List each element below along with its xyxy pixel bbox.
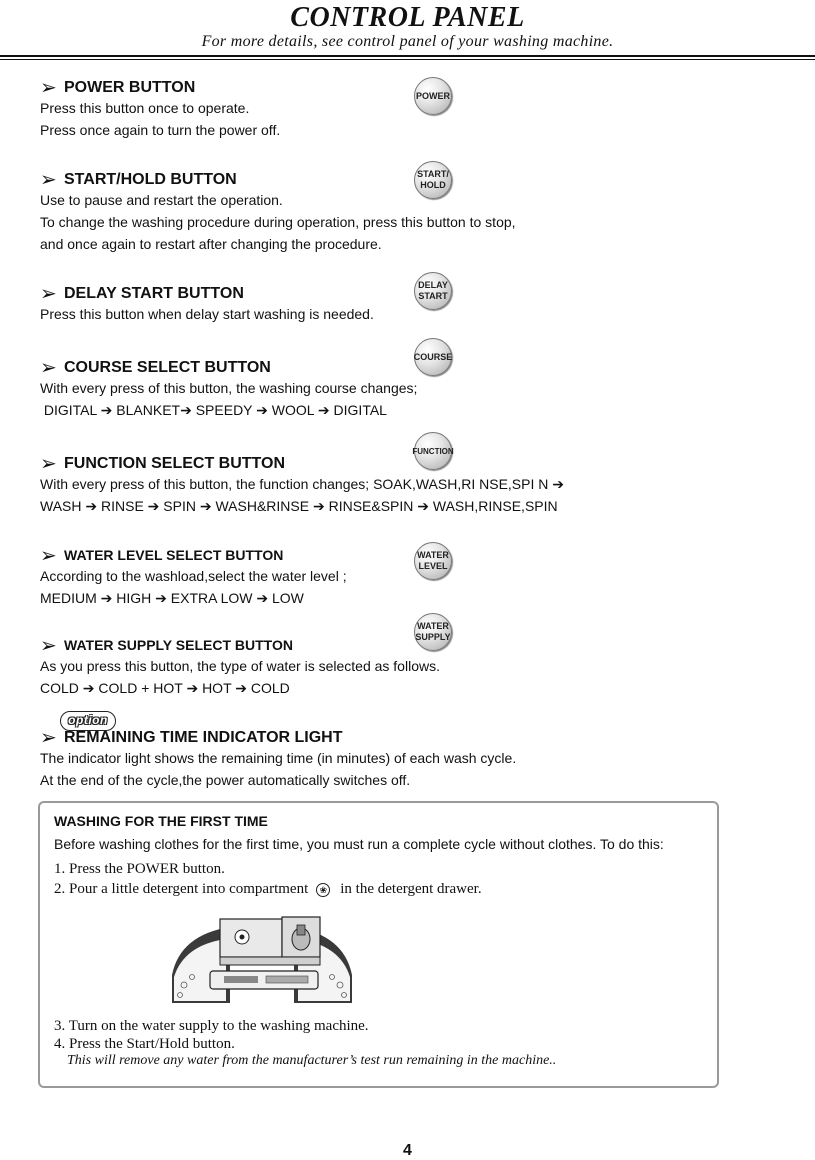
page-number: 4 <box>403 1142 412 1159</box>
delay-start-section <box>40 285 740 325</box>
arrowhead-icon: ➢ <box>40 727 57 749</box>
step-4: 4. Press the Start/Hold button. <box>54 1036 235 1052</box>
button-label: FUNCTION <box>412 446 454 456</box>
start-hold-section <box>40 171 740 255</box>
function-select-section <box>40 455 740 517</box>
step-3: 3. Turn on the water supply to the washing machine. <box>54 1018 369 1034</box>
water-level-section <box>40 546 740 609</box>
remaining-time-section <box>40 729 740 791</box>
button-label-line: WATER <box>417 621 449 631</box>
panel-intro: Before washing clothes for the first time, you must run a complete cycle without clothes. To do this: <box>54 836 664 852</box>
arrowhead-icon: ➢ <box>40 453 57 475</box>
arrowhead-icon: ➢ <box>40 635 57 657</box>
arrowhead-icon: ➢ <box>40 545 57 567</box>
section-text: Press once again to turn the power off. <box>40 122 281 138</box>
button-label: POWER <box>415 90 450 101</box>
section-heading: REMAINING TIME INDICATOR LIGHT <box>64 729 343 746</box>
section-text: WASH ➔ RINSE ➔ SPIN ➔ WASH&RINSE ➔ RINSE&SPIN ➔ WASH,RINSE,SPIN <box>40 498 558 514</box>
section-heading: COURSE SELECT BUTTON <box>64 359 271 376</box>
button-label <box>415 621 450 643</box>
header-rule <box>0 59 815 60</box>
section-text: DIGITAL ➔ BLANKET➔ SPEEDY ➔ WOOL ➔ DIGITAL <box>40 402 387 418</box>
page-title: CONTROL PANEL <box>290 2 525 33</box>
section-text: According to the washload,select the water level ; <box>40 568 347 584</box>
section-heading: DELAY START BUTTON <box>64 285 244 302</box>
course-button[interactable] <box>414 338 452 376</box>
section-heading: START/HOLD BUTTON <box>64 171 237 188</box>
section-text: MEDIUM ➔ HIGH ➔ EXTRA LOW ➔ LOW <box>40 590 304 606</box>
water-supply-section <box>40 636 740 699</box>
button-label-line: START/ <box>417 169 449 179</box>
panel-note: This will remove any water from the manufacturer’s test run remaining in the machine.. <box>67 1053 557 1068</box>
section-heading: FUNCTION SELECT BUTTON <box>64 455 286 472</box>
arrowhead-icon: ➢ <box>40 357 57 379</box>
button-label-line: SUPPLY <box>415 632 451 642</box>
button-label-line: LEVEL <box>418 561 448 571</box>
button-label-line: START <box>418 291 448 301</box>
detergent-drawer-illustration <box>170 915 354 1003</box>
section-heading: POWER BUTTON <box>64 79 196 96</box>
button-label-line: HOLD <box>420 180 446 190</box>
softener-compartment-icon: ❀ <box>316 883 330 897</box>
section-text: and once again to restart after changing the procedure. <box>40 236 382 252</box>
panel-title: WASHING FOR THE FIRST TIME <box>54 813 268 829</box>
button-label-line: DELAY <box>418 280 448 290</box>
step-2-text: 2. Pour a little detergent into compartment <box>54 881 309 897</box>
section-heading: WATER SUPPLY SELECT BUTTON <box>64 637 293 653</box>
delay-start-button[interactable] <box>414 272 452 310</box>
header-rule <box>0 55 815 57</box>
step-2-text-end: in the detergent drawer. <box>340 881 482 897</box>
section-text: Press this button once to operate. <box>40 100 250 116</box>
option-badge: option <box>60 711 116 731</box>
arrowhead-icon: ➢ <box>40 283 57 305</box>
water-supply-button[interactable] <box>414 613 452 651</box>
section-text: To change the washing procedure during operation, press this button to stop, <box>40 214 516 230</box>
button-label <box>418 280 448 302</box>
section-text: With every press of this button, the function changes; SOAK,WASH,RI NSE,SPI N ➔ <box>40 476 564 492</box>
section-text: As you press this button, the type of water is selected as follows. <box>40 658 440 674</box>
arrowhead-icon: ➢ <box>40 169 57 191</box>
course-select-section <box>40 359 740 421</box>
arrowhead-icon: ➢ <box>40 77 57 99</box>
section-text: Press this button when delay start washing is needed. <box>40 306 374 322</box>
section-heading: WATER LEVEL SELECT BUTTON <box>64 547 284 563</box>
button-label <box>417 169 449 191</box>
button-label: COURSE <box>413 351 453 362</box>
function-button[interactable] <box>414 432 452 470</box>
first-time-panel <box>38 801 719 1088</box>
section-text: With every press of this button, the washing course changes; <box>40 380 418 396</box>
power-section <box>40 79 740 141</box>
section-text: The indicator light shows the remaining time (in minutes) of each wash cycle. <box>40 750 517 766</box>
page-subtitle: For more details, see control panel of your washing machine. <box>201 33 614 50</box>
step-2 <box>54 881 482 898</box>
button-label-line: WATER <box>417 550 449 560</box>
section-text: Use to pause and restart the operation. <box>40 192 283 208</box>
power-button[interactable] <box>414 77 452 115</box>
water-level-button[interactable] <box>414 542 452 580</box>
button-label <box>417 550 449 572</box>
step-1: 1. Press the POWER button. <box>54 861 225 877</box>
section-text: COLD ➔ COLD + HOT ➔ HOT ➔ COLD <box>40 680 290 696</box>
section-text: At the end of the cycle,the power automatically switches off. <box>40 772 411 788</box>
start-hold-button[interactable] <box>414 161 452 199</box>
